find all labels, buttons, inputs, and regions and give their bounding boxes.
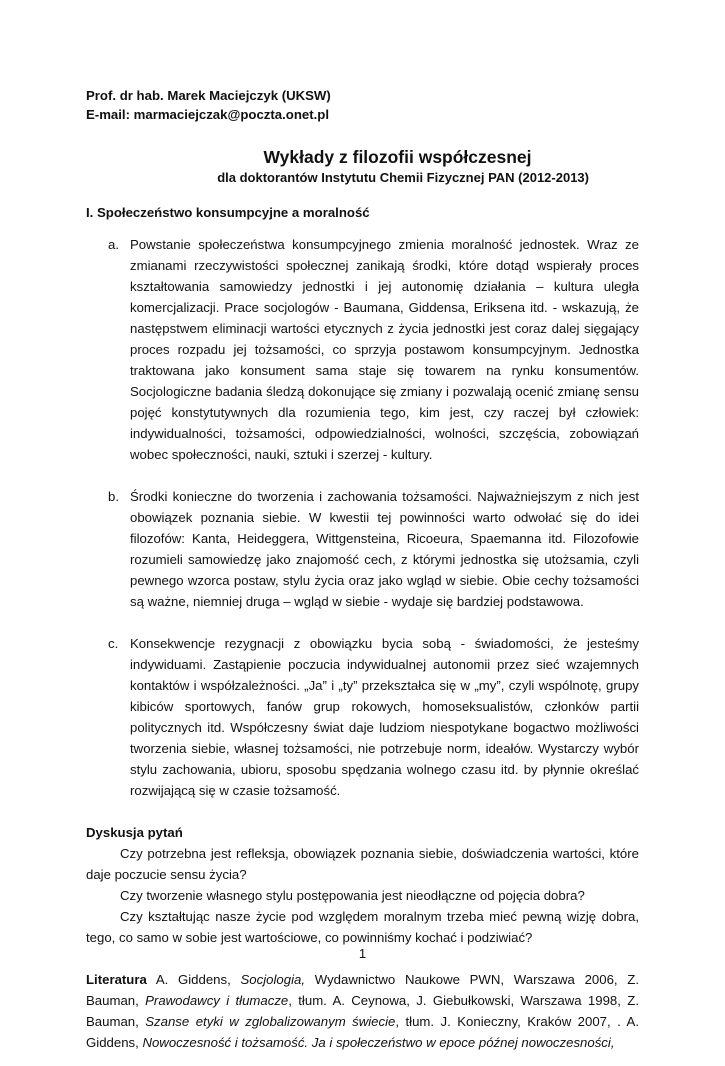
literature-text: A. Giddens, <box>146 972 241 987</box>
page-content <box>86 86 639 1066</box>
literature-text: , tłum. A. Ceynowa, J. Giebułkowski, Warszawa 1998, Z. Bauman, <box>86 993 639 1029</box>
list-item-c <box>86 633 639 801</box>
literature-text: Wydawnictwo Naukowe PWN, Warszawa 2006, Z. Bauman, <box>86 972 639 1008</box>
discussion-question: Czy kształtując nasze życie pod względem moralnym trzeba mieć pewną wizję dobra, tego, co samo w sobie jest wartościowe, co powinniśmy kochać i podziwiać? <box>86 909 639 945</box>
discussion-title: Dyskusja pytań <box>86 825 183 840</box>
book-title: Szanse etyki w zglobalizowanym świecie <box>145 1014 396 1029</box>
document-title: Wykłady z filozofii współczesnej <box>263 147 532 167</box>
discussion-question: Czy potrzebna jest refleksja, obowiązek poznania siebie, doświadczenia wartości, które daje poczucie sensu życia? <box>86 846 639 882</box>
literature-paragraph <box>86 969 639 1053</box>
list-item-b <box>86 486 639 612</box>
page-number: 1 <box>358 946 367 961</box>
discussion-question: Czy tworzenie własnego stylu postępowania jest nieodłączne od pojęcia dobra? <box>120 888 585 903</box>
email-line: E-mail: marmaciejczak@poczta.onet.pl <box>86 107 329 122</box>
book-title: Socjologia, <box>240 972 306 987</box>
list-marker: b. <box>108 489 119 504</box>
book-title: Nowoczesność i tożsamość. Ja i społeczeństwo w epoce późnej nowoczesności, <box>142 1035 615 1050</box>
document-subtitle: dla doktorantów Instytutu Chemii Fizycznej PAN (2012-2013) <box>217 170 589 185</box>
list-item-text: Konsekwencje rezygnacji z obowiązku bycia sobą - świadomości, że jesteśmy indywiduami. Zastąpienie poczucia indywidualnej autonomii przez sieć wzajemnych kontaktów i współzależności. „Ja” i „ty” przekształca się w „my”, czyli wspólnotę, grupy kibiców sportowych, fanów grup rokowych, homoseksualistów, członków partii politycznych itd. Współczesny świat daje ludziom niespotykane bogactwo możliwości tworzenia siebie, własnej tożsamości, nie potrzebuje norm, ideałów. Wystarczy wybór stylu zachowania, ubioru, sposobu spędzania wolnego czasu itd. by płynnie określać rozwijającą się w czasie tożsamość. <box>130 636 639 798</box>
list-item-text: Środki konieczne do tworzenia i zachowania tożsamości. Najważniejszym z nich jest obowiązek poznania siebie. W kwestii tej powinności warto odwołać się do idei filozofów: Kanta, Heideggera, Wittgensteina, Ricoeura, Spaemanna itd. Filozofowie rozumieli samowiedzę jako znajomość cech, z którymi jednostka się utożsamia, czyli pewnego wzorca postaw, stylu życia oraz jako wgląd w siebie. Obie cechy tożsamości są ważne, niemniej druga – wgląd w siebie - wydaje się bardziej podstawowa. <box>130 489 639 609</box>
list-item-text: Powstanie społeczeństwa konsumpcyjnego zmienia moralność jednostek. Wraz ze zmianami rzeczywistości społecznej zanikają środki, które dotąd wspierały proces kształtowania samowiedzy jednostki i jej autonomię działania – kultura uległa komercjalizacji. Prace socjologów - Baumana, Giddensa, Eriksena itd. - wskazują, że następstwem eliminacji wartości etycznych z życia jednostki jest coraz dalej sięgający proces rozpadu jej tożsamości, co sprzyja postawom konsumpcyjnym. Jednostka traktowana jako konsument sama staje się towarem na rynku konsumentów. Socjologiczne badania śledzą dokonujące się zmiany i pozwalają ocenić zmianę sensu pojęć konstytutywnych dla rozumienia tego, kim jest, czy raczej był człowiek: indywidualności, tożsamości, odpowiedzialności, wolności, szczęścia, zobowiązań wobec społeczności, nauki, sztuki i szerzej - kultury. <box>130 237 639 462</box>
discussion-section <box>86 822 639 948</box>
section-list <box>86 234 639 801</box>
list-marker: a. <box>108 237 119 252</box>
section-heading: I. Społeczeństwo konsumpcyjne a moralność <box>86 205 370 220</box>
list-marker: c. <box>108 636 119 651</box>
literature-label: Literatura <box>86 972 147 987</box>
list-item-a <box>86 234 639 465</box>
book-title: Prawodawcy i tłumacze <box>145 993 289 1008</box>
author-line: Prof. dr hab. Marek Maciejczyk (UKSW) <box>86 88 331 103</box>
literature-text: , tłum. J. Konieczny, Kraków 2007, . A. Giddens, <box>86 1014 639 1050</box>
